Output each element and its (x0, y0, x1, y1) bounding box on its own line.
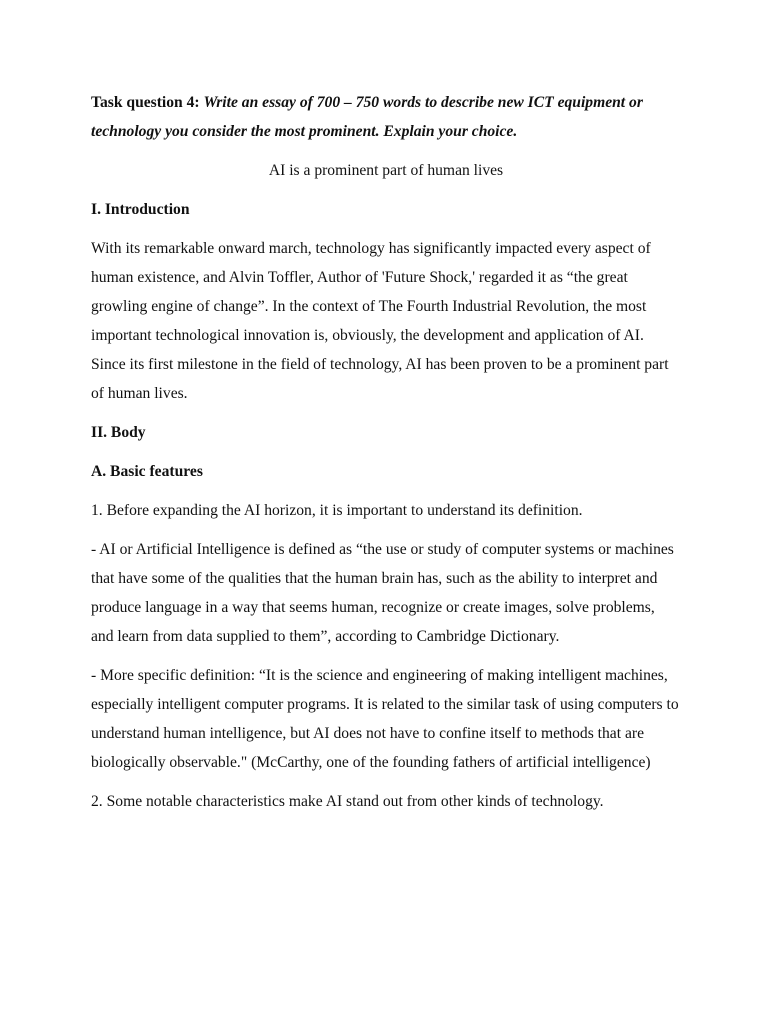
heading-introduction: I. Introduction (91, 201, 190, 218)
task-question-prompt: Write an essay of 700 – 750 words to describe new ICT equipment or technology you consider the most prominent. Explain your choice. (91, 94, 643, 140)
task-question-label: Task question 4: (91, 94, 204, 111)
heading-basic-features: A. Basic features (91, 463, 203, 480)
heading-body: II. Body (91, 424, 146, 441)
paragraph-introduction: With its remarkable onward march, technology has significantly impacted every aspect of human existence, and Alvin Toffler, Author of 'Future Shock,' regarded it as “the great growling engine of change”. In the context of The Fourth Industrial Revolution, the most important technological innovation is, obviously, the development and application of AI. Since its first milestone in the field of technology, AI has been proven to be a prominent part of human lives. (91, 240, 669, 402)
essay-title: AI is a prominent part of human lives (268, 162, 504, 179)
paragraph-point-1: 1. Before expanding the AI horizon, it is important to understand its definition. (91, 502, 583, 519)
document-body (91, 88, 681, 816)
paragraph-definition-mccarthy: - More specific definition: “It is the science and engineering of making intelligent machines, especially intelligent computer programs. It is related to the similar task of using computers to understand human intelligence, but AI does not have to confine itself to methods that are biologically observable." (McCarthy, one of the founding fathers of artificial intelligence) (91, 667, 679, 771)
paragraph-point-2: 2. Some notable characteristics make AI stand out from other kinds of technology. (91, 793, 604, 810)
paragraph-definition-cambridge: - AI or Artificial Intelligence is defined as “the use or study of computer systems or machines that have some of the qualities that the human brain has, such as the ability to interpret and produce language in a way that seems human, recognize or create images, solve problems, and learn from data supplied to them”, according to Cambridge Dictionary. (91, 541, 674, 645)
task-question (91, 88, 681, 146)
